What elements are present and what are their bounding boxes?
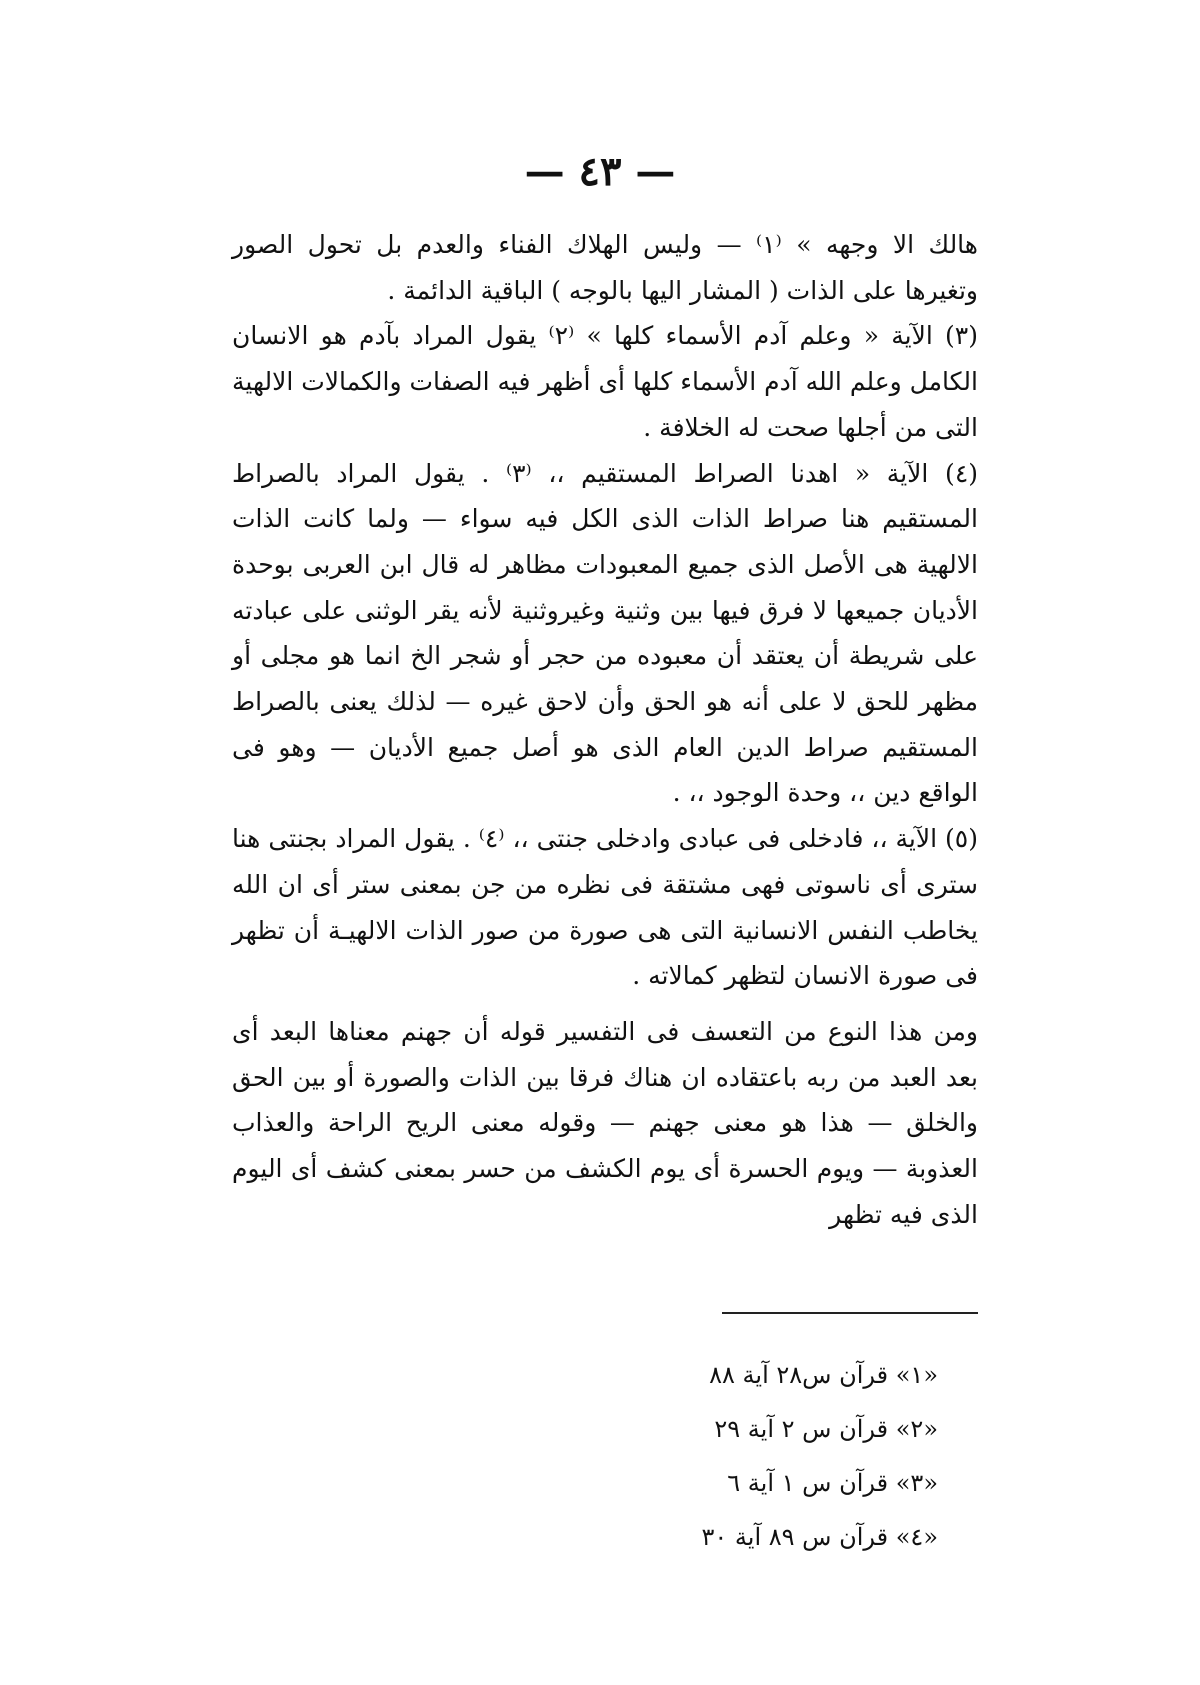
paragraph-1: هالك الا وجهه » ⁽١⁾ — وليس الهلاك الفناء والعدم بل تحول الصور وتغيرها على الذات ( المشار اليها بالوجه ) الباقية الدائمة .	[232, 230, 978, 305]
footnote-1: «١» قرآن س٢٨ آية ٨٨	[709, 1361, 938, 1389]
paragraph-4: (٥) الآية ،، فادخلى فى عبادى وادخلى جنتى ،، ⁽٤⁾ . يقول المراد بجنتى هنا سترى أى ناسوتى فهى مشتقة فى نظره من جن بمعنى ستر أى ان الله يخاطب النفس الانسانية التى هى صورة من صور الذات الالهيـة أن تظهر فى صورة الانسان لتظهر كمالاته .	[232, 824, 978, 991]
body-text	[232, 222, 978, 1237]
footnote-3: «٣» قرآن س ١ آية ٦	[727, 1469, 938, 1497]
footnote-2: «٢» قرآن س ٢ آية ٢٩	[714, 1415, 938, 1443]
paragraph-3: (٤) الآية « اهدنا الصراط المستقيم ،، ⁽٣⁾ . يقول المراد بالصراط المستقيم هنا صراط الذات الذى الكل فيه سواء — ولما كانت الذات الالهية هى الأصل الذى جميع المعبودات مظاهر له قال ابن العربى بوحدة الأديان جميعها لا فرق فيها بين وثنية وغيروثنية لأنه يقر الوثنى على عبادته على شريطة أن يعتقد أن معبوده من حجر أو شجر الخ انما هو مجلى أو مظهر للحق لا على أنه هو الحق وأن لاحق غيره — لذلك يعنى بالصراط المستقيم صراط الدين العام الذى هو أصل جميع الأديان — وهو فى الواقع دين ،، وحدة الوجود ،، .	[232, 458, 979, 808]
page-number: — ٤٣ —	[524, 148, 676, 195]
footnotes	[600, 1348, 938, 1564]
paragraph-5: ومن هذا النوع من التعسف فى التفسير قوله أن جهنم معناها البعد أى بعد العبد من ربه باعتقاده ان هناك فرقا بين الذات والصورة أو بين الحق والخلق — هذا هو معنى جهنم — وقوله معنى الريح الراحة والعذاب العذوبة — ويوم الحسرة أى يوم الكشف من حسر بمعنى كشف أى اليوم الذى فيه تظهر	[232, 1016, 978, 1229]
footnote-4: «٤» قرآن س ٨٩ آية ٣٠	[701, 1523, 938, 1551]
paragraph-2: (٣) الآية « وعلم آدم الأسماء كلها » ⁽٢⁾ يقول المراد بآدم هو الانسان الكامل وعلم الله آدم الأسماء كلها أى أظهر فيه الصفات والكمالات الالهية التى من أجلها صحت له الخلافة .	[232, 321, 978, 442]
footnote-separator	[722, 1312, 978, 1314]
